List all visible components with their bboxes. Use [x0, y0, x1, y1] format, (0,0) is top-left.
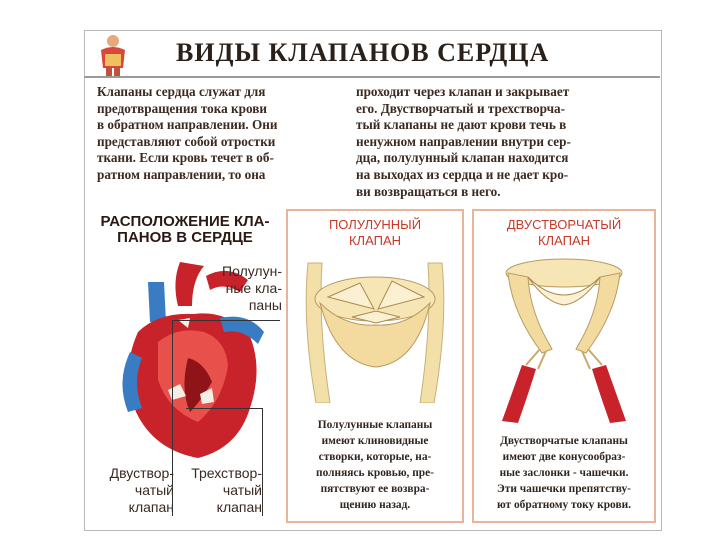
human-anatomy-icon: [96, 34, 130, 76]
tricuspid-valve-label: Трехствор- чатый клапан: [191, 465, 262, 515]
bicuspid-valve-illustration: [482, 253, 646, 423]
leader-line-semilunar: [172, 320, 280, 321]
leader-line-tricuspid: [186, 408, 262, 409]
intro-text-right: проходит через клапан и закрывает его. Двустворчатый и трехстворча- тый клапаны не дают крови течь в ненужном направлении внутри сер- дца, полулунный клапан находится на выходах из сердца и не дает кро- ви возвращаться в него.: [356, 84, 571, 199]
semilunar-valves-label: Полулун- ные кла- паны: [222, 263, 282, 313]
bicuspid-valve-title: ДВУСТВОРЧАТЫЙ КЛАПАН: [506, 217, 622, 248]
valve-location-heading: РАСПОЛОЖЕНИЕ КЛА- ПАНОВ В СЕРДЦЕ: [100, 213, 270, 246]
bicuspid-valve-caption: Двустворчатые клапаны имеют две конусообраз- ные заслонки - чашечки. Эти чашечки препятству- ют обратному току крови.: [496, 435, 632, 511]
intro-text-left: Клапаны сердца служат для предотвращения тока крови в обратном направлении. Они представляют собой отростки ткани. Если кровь течет в об- ратном направлении, то она: [97, 84, 278, 182]
bicuspid-valve-panel: [472, 209, 656, 523]
leader-line-semilunar-drop: [172, 320, 173, 516]
semilunar-valve-illustration: [296, 253, 454, 403]
semilunar-valve-panel: [286, 209, 464, 523]
semilunar-valve-title: ПОЛУЛУННЫЙ КЛАПАН: [328, 217, 422, 248]
page-title: ВИДЫ КЛАПАНОВ СЕРДЦА: [176, 38, 550, 67]
leader-line-tricuspid-drop: [262, 408, 263, 516]
bicuspid-valve-label: Двуствор- чатый клапан: [109, 465, 174, 515]
semilunar-valve-caption: Полулунные клапаны имеют клиновидные створки, которые, на- полняясь кровью, пре- пятствуют ее возвра- щению назад.: [316, 419, 434, 511]
